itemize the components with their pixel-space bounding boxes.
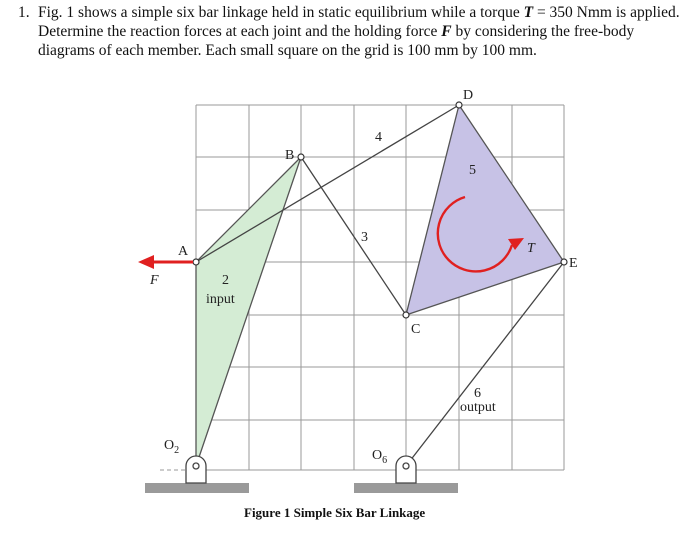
joint-e xyxy=(561,259,567,265)
ground-pivot-label-o2: $O_2$ xyxy=(164,438,180,456)
torque-label: T xyxy=(527,241,535,256)
problem-text-part1: Fig. 1 shows a simple six bar linkage held in static equilibrium while a torque xyxy=(38,4,524,21)
joint-c xyxy=(403,312,409,318)
problem-text-part3: by considering the free-body diagrams of each member. Each small square on the grid is 100 mm by 100 mm. xyxy=(38,23,635,59)
joint-label-e: E xyxy=(569,256,578,271)
ground-pivot-label-o6: $O_6$ xyxy=(372,448,388,466)
torque-symbol: T xyxy=(523,4,534,21)
ground-support-o2 xyxy=(145,456,249,493)
joint-d xyxy=(456,102,462,108)
link-label-2: 2 xyxy=(222,273,229,288)
link-label-4: 4 xyxy=(375,130,382,145)
link-label-5: 5 xyxy=(469,163,476,178)
joint-label-b: B xyxy=(285,148,295,163)
joint-label-c: C xyxy=(411,322,421,337)
link-label-2-name: input xyxy=(206,292,235,307)
force-symbol: F xyxy=(441,23,452,40)
joint-label-a: A xyxy=(178,244,189,259)
problem-text-part2: = 350 Nmm is applied. Determine the reaction forces at each joint and the holding force xyxy=(38,4,680,40)
link-label-6-name: output xyxy=(460,400,496,415)
figure-caption: Figure 1 Simple Six Bar Linkage xyxy=(244,505,426,520)
problem-number: 1. xyxy=(18,4,30,21)
force-label: F xyxy=(150,273,159,288)
joint-a xyxy=(193,259,199,265)
joint-b xyxy=(298,154,304,160)
link-label-3: 3 xyxy=(361,230,368,245)
ground-support-o6 xyxy=(354,456,458,493)
link-4 xyxy=(196,105,459,262)
link-label-6: 6 xyxy=(474,386,481,401)
joint-label-d: D xyxy=(463,88,474,103)
